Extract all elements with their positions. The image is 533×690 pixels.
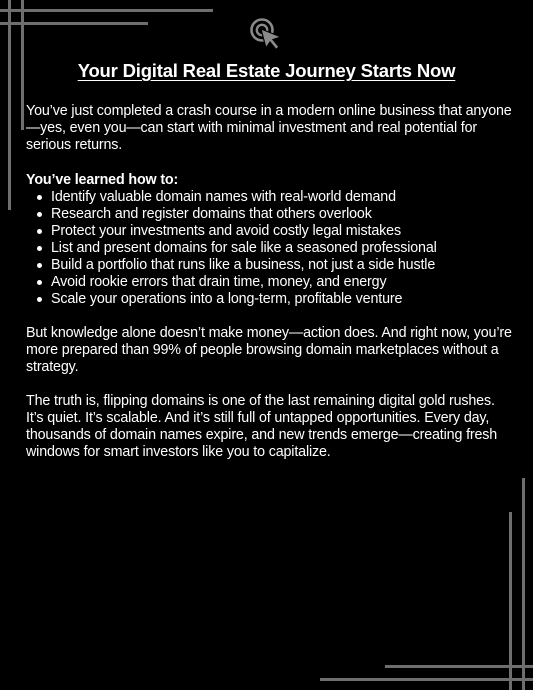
list-item-text: Scale your operations into a long-term, profitable venture [51, 291, 403, 307]
bullet-icon [37, 280, 42, 285]
learned-heading: You’ve learned how to: [26, 172, 179, 188]
list-item-text: List and present domains for sale like a seasoned professional [51, 240, 437, 256]
intro-paragraph: You’ve just completed a crash course in a modern online business that anyone—yes, even you—can start with minimal investment and real potential for serious returns. [26, 103, 512, 153]
list-item [26, 240, 526, 257]
bullet-icon [37, 297, 42, 302]
list-item-text: Research and register domains that others overlook [51, 206, 372, 222]
bullet-icon [37, 195, 42, 200]
frame-bar-bottom-right-vertical-outer [522, 478, 525, 690]
bullet-icon [37, 263, 42, 268]
list-item [26, 223, 526, 240]
frame-bar-top-left-vertical-outer [8, 0, 11, 210]
list-item-text: Avoid rookie errors that drain time, money, and energy [51, 274, 387, 290]
bullet-icon [37, 229, 42, 234]
list-item-text: Protect your investments and avoid costly legal mistakes [51, 223, 401, 239]
list-item [26, 274, 526, 291]
list-item [26, 206, 526, 223]
bullet-icon [37, 212, 42, 217]
frame-bar-bottom-right-vertical-inner [509, 512, 512, 690]
list-item [26, 189, 526, 206]
bullet-icon [37, 246, 42, 251]
learned-list [26, 189, 526, 308]
page-title: Your Digital Real Estate Journey Starts Now [77, 60, 456, 81]
frame-bar-bottom-right-horizontal-outer [320, 678, 533, 681]
frame-bar-top-left-horizontal-outer [0, 9, 213, 12]
action-paragraph: But knowledge alone doesn’t make money—action does. And right now, you’re more prepared than 99% of people browsing domain marketplaces without a strategy. [26, 325, 512, 375]
cursor-click-icon [248, 17, 284, 51]
list-item [26, 291, 526, 308]
list-item-text: Identify valuable domain names with real-world demand [51, 189, 396, 205]
list-item [26, 257, 526, 274]
list-item-text: Build a portfolio that runs like a business, not just a side hustle [51, 257, 436, 273]
truth-paragraph: The truth is, flipping domains is one of the last remaining digital gold rushes. It’s quiet. It’s scalable. And it’s still full of untapped opportunities. Every day, thousands of domain names expire, and new trends emerge—creating fresh windows for smart investors like you to capitalize. [26, 393, 498, 460]
